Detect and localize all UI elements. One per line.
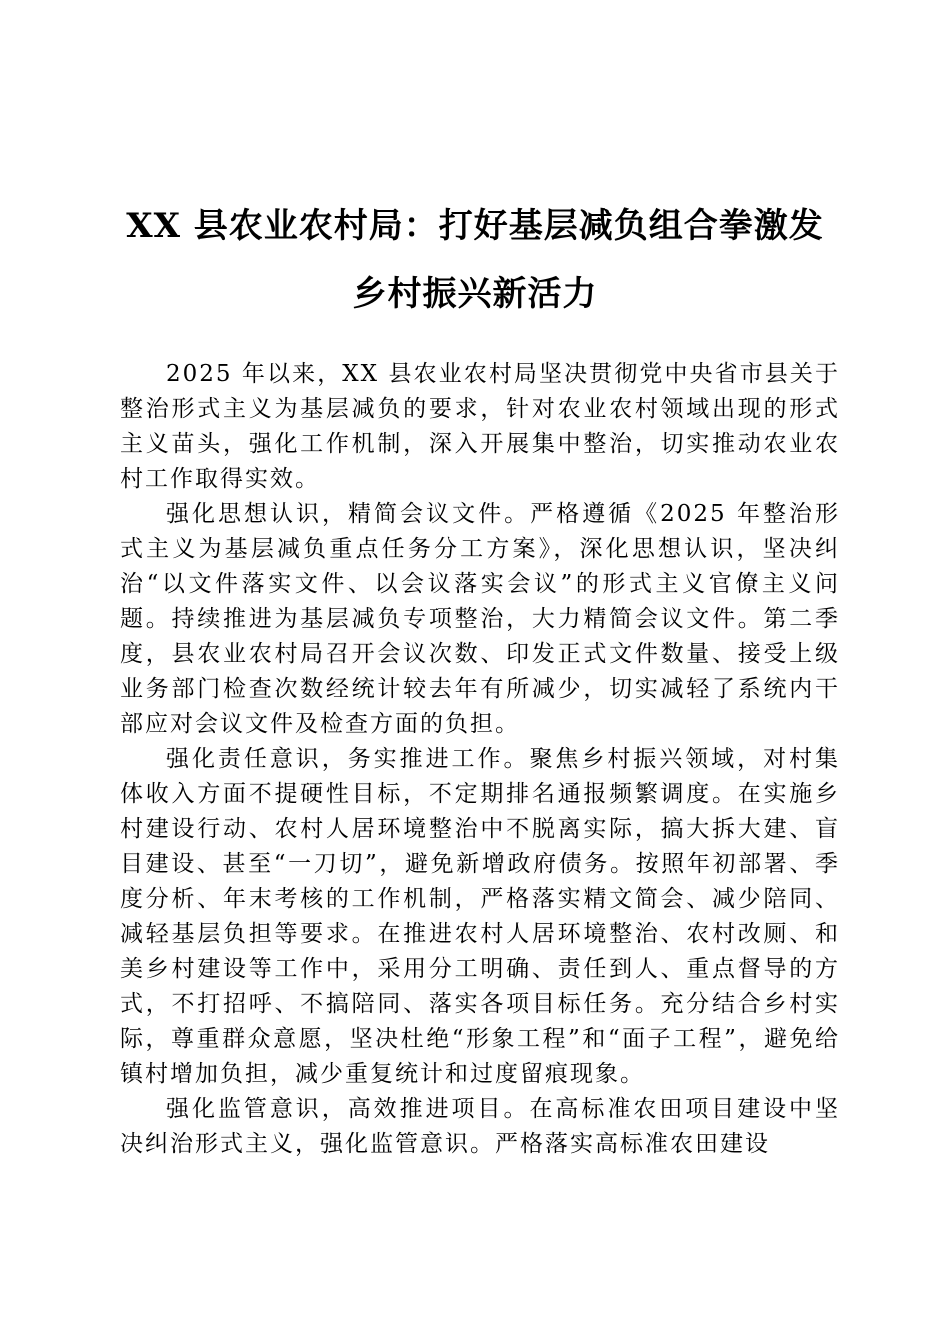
paragraph-supervision: 强化监管意识，高效推进项目。在高标准农田项目建设中坚决纠治形式主义，强化监管意识。严格落实高标准农田建设 <box>120 1096 840 1157</box>
paragraph-intro: 2025 年以来，XX 县农业农村局坚决贯彻党中央省市县关于整治形式主义为基层减负的要求，针对农业农村领域出现的形式主义苗头，强化工作机制，深入开展集中整治，切实推动农业农村工作取得实效。 <box>120 361 840 492</box>
document-body <box>120 357 840 1162</box>
paragraph-meeting-documents: 强化思想认识，精简会议文件。严格遵循《2025 年整治形式主义为基层减负重点任务分工方案》，深化思想认识，坚决纠治“以文件落实文件、以会议落实会议”的形式主义官僚主义问题。持续推进为基层减负专项整治，大力精简会议文件。第二季度，县农业农村局召开会议次数、印发正式文件数量、接受上级业务部门检查次数经统计较去年有所减少，切实减轻了系统内干部应对会议文件及检查方面的负担。 <box>120 501 840 737</box>
paragraph-responsibility: 强化责任意识，务实推进工作。聚焦乡村振兴领域，对村集体收入方面不提硬性目标，不定期排名通报频繁调度。在实施乡村建设行动、农村人居环境整治中不脱离实际，搞大拆大建、盲目建设、甚至“一刀切”，避免新增政府债务。按照年初部署、季度分析、年末考核的工作机制，严格落实精文简会、减少陪同、减轻基层负担等要求。在推进农村人居环境整治、农村改厕、和美乡村建设等工作中，采用分工明确、责任到人、重点督导的方式，不打招呼、不搞陪同、落实各项目标任务。充分结合乡村实际，尊重群众意愿，坚决杜绝“形象工程”和“面子工程”，避免给镇村增加负担，减少重复统计和过度留痕现象。 <box>120 746 840 1087</box>
document-title-line-2: 乡村振兴新活力 <box>352 274 598 314</box>
document-title-line-1: XX 县农业农村局：打好基层减负组合拳激发 <box>126 206 824 246</box>
